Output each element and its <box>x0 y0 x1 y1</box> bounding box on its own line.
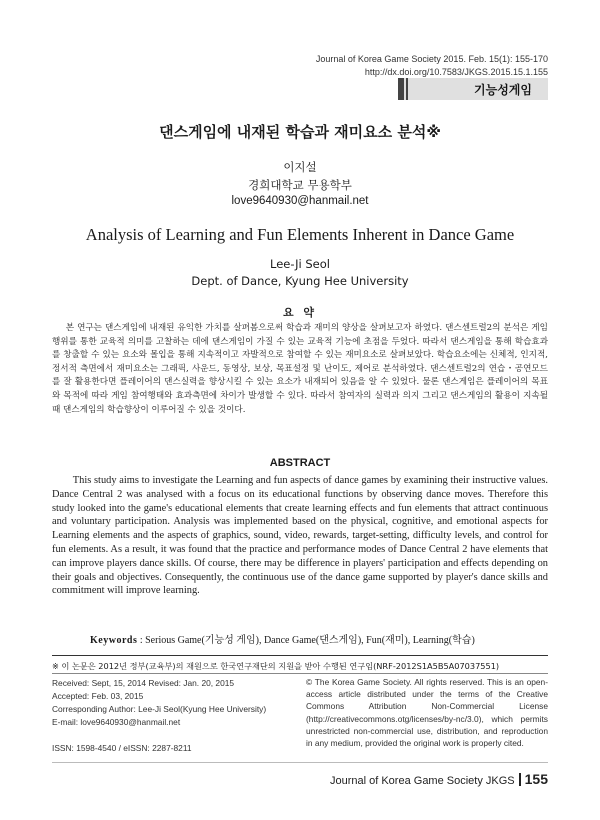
abstract-english-text: This study aims to investigate the Learning and fun aspects of dance games by examining their instructive values. Dance Central 2 was analysed with a focus on its educational functions by observing dance moves. Therefore this study looked into the game's educational elements that create learning effects and fun elements that attract continuous and voluntary participation. Analysis was implemented based on the physical, cognitive, and emotional aspects for Learning elements and the aspects of graphics, sound, video, rewards, target-setting, difficulty levels, and control for fun elements. As a result, it was found that the practice and performance modes of Dance Central 2 have elements that can improve players dance skills. Of course, there may be difference in players' participation and effects depending on their goals and objectives. Consequently, the continuous use of the dance game supported by player's dance skills and commitment will improve learning. <box>52 475 548 597</box>
tag-accent-bar <box>398 78 404 100</box>
abstract-english <box>52 474 548 598</box>
funding-note: ※ 이 논문은 2012년 정부(교육부)의 재원으로 한국연구재단의 지원을 받아 수행된 연구임(NRF-2012S1A5B5A07037551) <box>52 661 500 671</box>
paper-title-korean: 댄스게임에 내재된 학습과 재미요소 분석※ <box>159 123 441 141</box>
doi-link[interactable]: http://dx.doi.org/10.7583/JKGS.2015.15.1.155 <box>364 67 548 77</box>
author-email[interactable]: love9640930@hanmail.net <box>231 195 369 207</box>
license-notice <box>306 676 548 749</box>
author-name-korean: 이지설 <box>283 160 317 174</box>
keywords-list: : Serious Game(기능성 게임), Dance Game(댄스게임), Fun(재미), Learning(학습) <box>139 635 475 646</box>
footer-separator <box>519 773 521 786</box>
accepted-date: Accepted: Feb. 03, 2015 <box>52 691 144 701</box>
corresponding-email[interactable]: E-mail: love9640930@hanmail.net <box>52 717 181 727</box>
abstract-heading-english: ABSTRACT <box>269 457 331 469</box>
abstract-heading-korean: 요 약 <box>282 306 318 319</box>
received-dates: Received: Sept, 15, 2014 Revised: Jan. 20, 2015 <box>52 678 235 688</box>
keywords <box>90 631 475 646</box>
abstract-korean <box>52 322 548 417</box>
footnote-divider <box>52 655 548 656</box>
issn: ISSN: 1598-4540 / eISSN: 2287-8211 <box>52 743 192 753</box>
author-name-english: Lee-Ji Seol <box>270 257 330 271</box>
footer-journal-name: Journal of Korea Game Society JKGS <box>329 775 515 787</box>
tag-accent-line <box>406 78 408 100</box>
author-affiliation-korean: 경희대학교 무용학부 <box>248 178 352 192</box>
category-tag-label: 기능성게임 <box>474 83 532 97</box>
page-footer <box>330 771 548 787</box>
page-number: 155 <box>524 771 548 787</box>
abstract-korean-text: 본 연구는 댄스게임에 내재된 유익한 가치를 살펴봄으로써 학습과 재미의 양상을 살펴보고자 하였다. 댄스센트럴2의 분석은 게임행위를 통한 교육적 의미를 고찰하는 데에 댄스게임이 가질 수 있는 교육적 기능에 초점을 두었다. 따라서 댄스게임을 통해 학습효과를 창출할 수 있는 요소와 몰입을 통해 지속적이고 자발적으로 참여할 수 있는 재미요소로 살펴보았다. 학습요소에는 신체적, 인지적, 정서적 측면에서 재미요소는 그래픽, 사운드, 동영상, 보상, 목표설정 및 난이도, 제어로 분석하였다. 댄스센트럴2의 연습・공연모드를 잘 활용한다면 플레이어의 댄스실력을 향상시킬 수 있는 요소가 내재되어 있음을 알 수 있었다. 물론 댄스게임은 플레이어의 목표와 목적에 따라 게임 참여행태와 효과측면에 차이가 발생할 수 있다. 따라서 참여자의 실력과 의지 그리고 댄스게임의 활용이 지속될 때 댄스게임의 학습향상이 이루어질 수 있을 것이다. <box>52 323 548 415</box>
license-text: © The Korea Game Society. All rights reserved. This is an open-access article distributed under the terms of the Creative Commons Attribution Non-Commercial License (http://creativecommons.otg/licenses/by-nc/3.0), which permits unrestricted non-commercial use, distribution, and reproduction in any medium, provided the original work is properly cited. <box>306 677 548 749</box>
corresponding-author: Corresponding Author: Lee-Ji Seol(Kyung Hee University) <box>52 704 267 714</box>
footer-divider <box>52 762 548 763</box>
author-affiliation-english: Dept. of Dance, Kyung Hee University <box>191 274 409 288</box>
keywords-label: Keywords <box>90 635 138 646</box>
journal-reference: Journal of Korea Game Society 2015. Feb. 15(1): 155-170 <box>315 54 548 64</box>
info-divider <box>52 673 548 674</box>
paper-title-english: Analysis of Learning and Fun Elements Inherent in Dance Game <box>85 225 515 244</box>
category-tag <box>398 78 548 100</box>
